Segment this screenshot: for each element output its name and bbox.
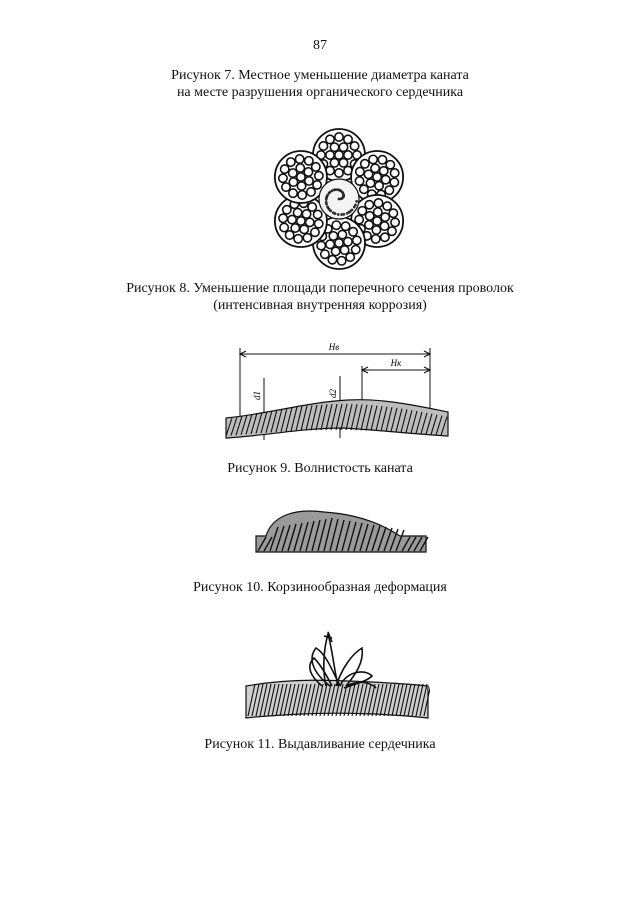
figure-9-caption: Рисунок 9. Волнистость каната — [227, 461, 413, 476]
figure-8-caption-line-1: Рисунок 8. Уменьшение площади поперечного сечения проволок — [126, 281, 514, 296]
dimension-label-partial: Hк — [390, 358, 402, 368]
figure-10-basket-deformation-drawing — [254, 504, 430, 560]
figure-11-caption: Рисунок 11. Выдавливание сердечника — [204, 737, 436, 752]
figure-10-caption: Рисунок 10. Корзинообразная деформация — [193, 580, 447, 595]
figure-8-caption-line-2: (интенсивная внутренняя коррозия) — [213, 298, 427, 313]
figure-8-rope-cross-section — [268, 128, 410, 270]
dimension-label-overall: Hв — [328, 342, 340, 352]
page-number: 87 — [313, 38, 327, 53]
dimension-label-d2: d2 — [328, 389, 338, 398]
dimension-label-d1: d1 — [252, 391, 262, 400]
figure-7-caption-line-1: Рисунок 7. Местное уменьшение диаметра каната — [171, 68, 469, 83]
figure-7-caption-line-2: на месте разрушения органического сердечника — [176, 85, 464, 100]
figure-9-rope-waviness-drawing — [218, 338, 454, 448]
figure-11-core-extrusion-drawing — [242, 628, 430, 720]
